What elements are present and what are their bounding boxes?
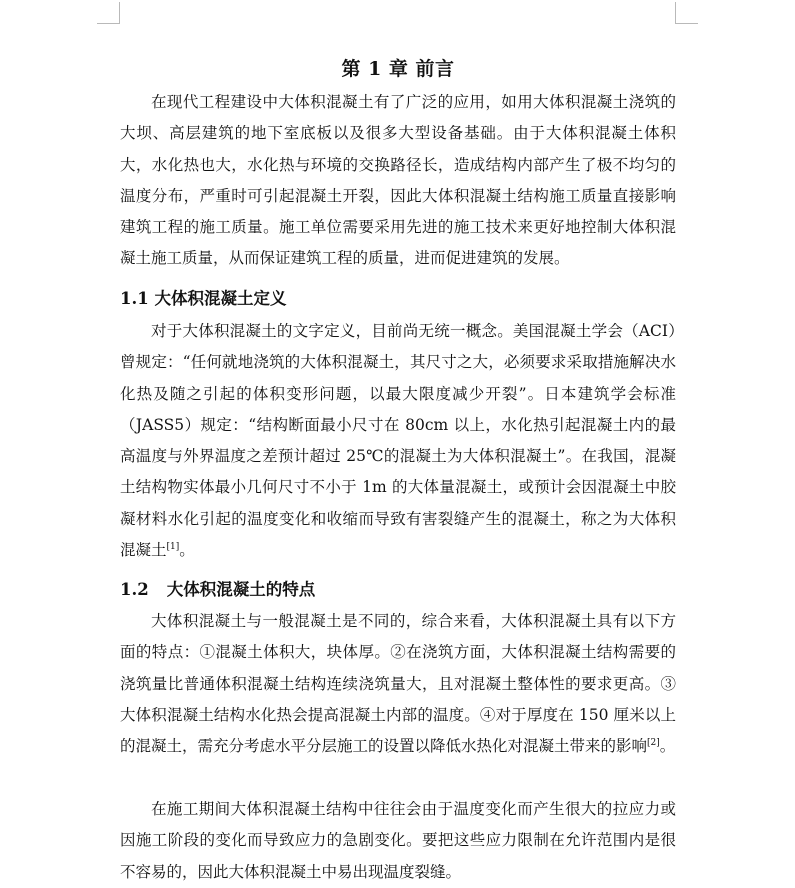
definition-text: 对于大体积混凝土的文字定义，目前尚无统一概念。美国混凝土学会（ACI）曾规定：“任何就地浇筑的大体积混凝土，其尺寸之大，必须要求采取措施解决水化热及随之引起的体积变形问题，以最大限度减少开裂”。日本建筑学会标准（JASS5）规定：“结构断面最小尺寸在 80cm 以上，水化热引起混凝土内的最高温度与外界温度之差预计超过 25℃的混凝土为大体积混凝土”。在我国，混凝土结构物实体最小几何尺寸不小于 1m 的大体量混凝土，或预计会因混凝土中胶凝材料水化引起的温度变化和收缩而导致有害裂缝产生的混凝土，称之为大体积混凝土: [120, 322, 676, 560]
definition-end: 。: [179, 541, 195, 560]
features-text: 大体积混凝土与一般混凝土是不同的，综合来看，大体积混凝土具有以下方面的特点：①混凝土体积大，块体厚。②在浇筑方面，大体积混凝土结构需要的浇筑量比普通体积混凝土结构连续浇筑量大，且对混凝土整体性的要求更高。③大体积混凝土结构水化热会提高混凝土内部的温度。④对于厚度在 150 厘米以上的混凝土，需充分考虑水平分层施工的设置以降低水热化对混凝土带来的影响: [120, 612, 676, 756]
citation-ref[interactable]: [2]: [647, 738, 660, 749]
section-title: 大体积混凝土定义: [154, 289, 287, 308]
section-number: 1.2: [120, 580, 149, 599]
citation-ref[interactable]: [1]: [166, 541, 180, 552]
crop-mark-top-right: [675, 2, 676, 24]
definition-paragraph: [120, 316, 676, 566]
crop-mark-top-left: [119, 2, 120, 24]
crop-mark-top-right: [676, 23, 698, 24]
construction-paragraph: 在施工期间大体积混凝土结构中往往会由于温度变化而产生很大的拉应力或因施工阶段的变化而导致应力的急剧变化。要把这些应力限制在允许范围内是很不容易的，因此大体积混凝土中易出现温度裂缝。: [120, 800, 676, 881]
chapter-title: 第 1 章 前言: [341, 58, 455, 80]
section-title: 大体积混凝土的特点: [166, 580, 316, 599]
section-number: 1.1: [120, 289, 149, 308]
crop-mark-top-left: [97, 23, 119, 24]
intro-paragraph: 在现代工程建设中大体积混凝土有了广泛的应用，如用大体积混凝土浇筑的大坝、高层建筑的地下室底板以及很多大型设备基础。由于大体积混凝土体积大，水化热也大，水化热与环境的交换路径长，造成结构内部产生了极不均匀的温度分布，严重时可引起混凝土开裂，因此大体积混凝土结构施工质量直接影响建筑工程的施工质量。施工单位需要采用先进的施工技术来更好地控制大体积混凝土施工质量，从而保证建筑工程的质量，进而促进建筑的发展。: [120, 93, 676, 268]
section-heading-1-2: [120, 576, 676, 600]
features-paragraph: [120, 606, 676, 762]
features-end: 。: [659, 737, 676, 756]
section-heading-1-1: [120, 285, 676, 309]
